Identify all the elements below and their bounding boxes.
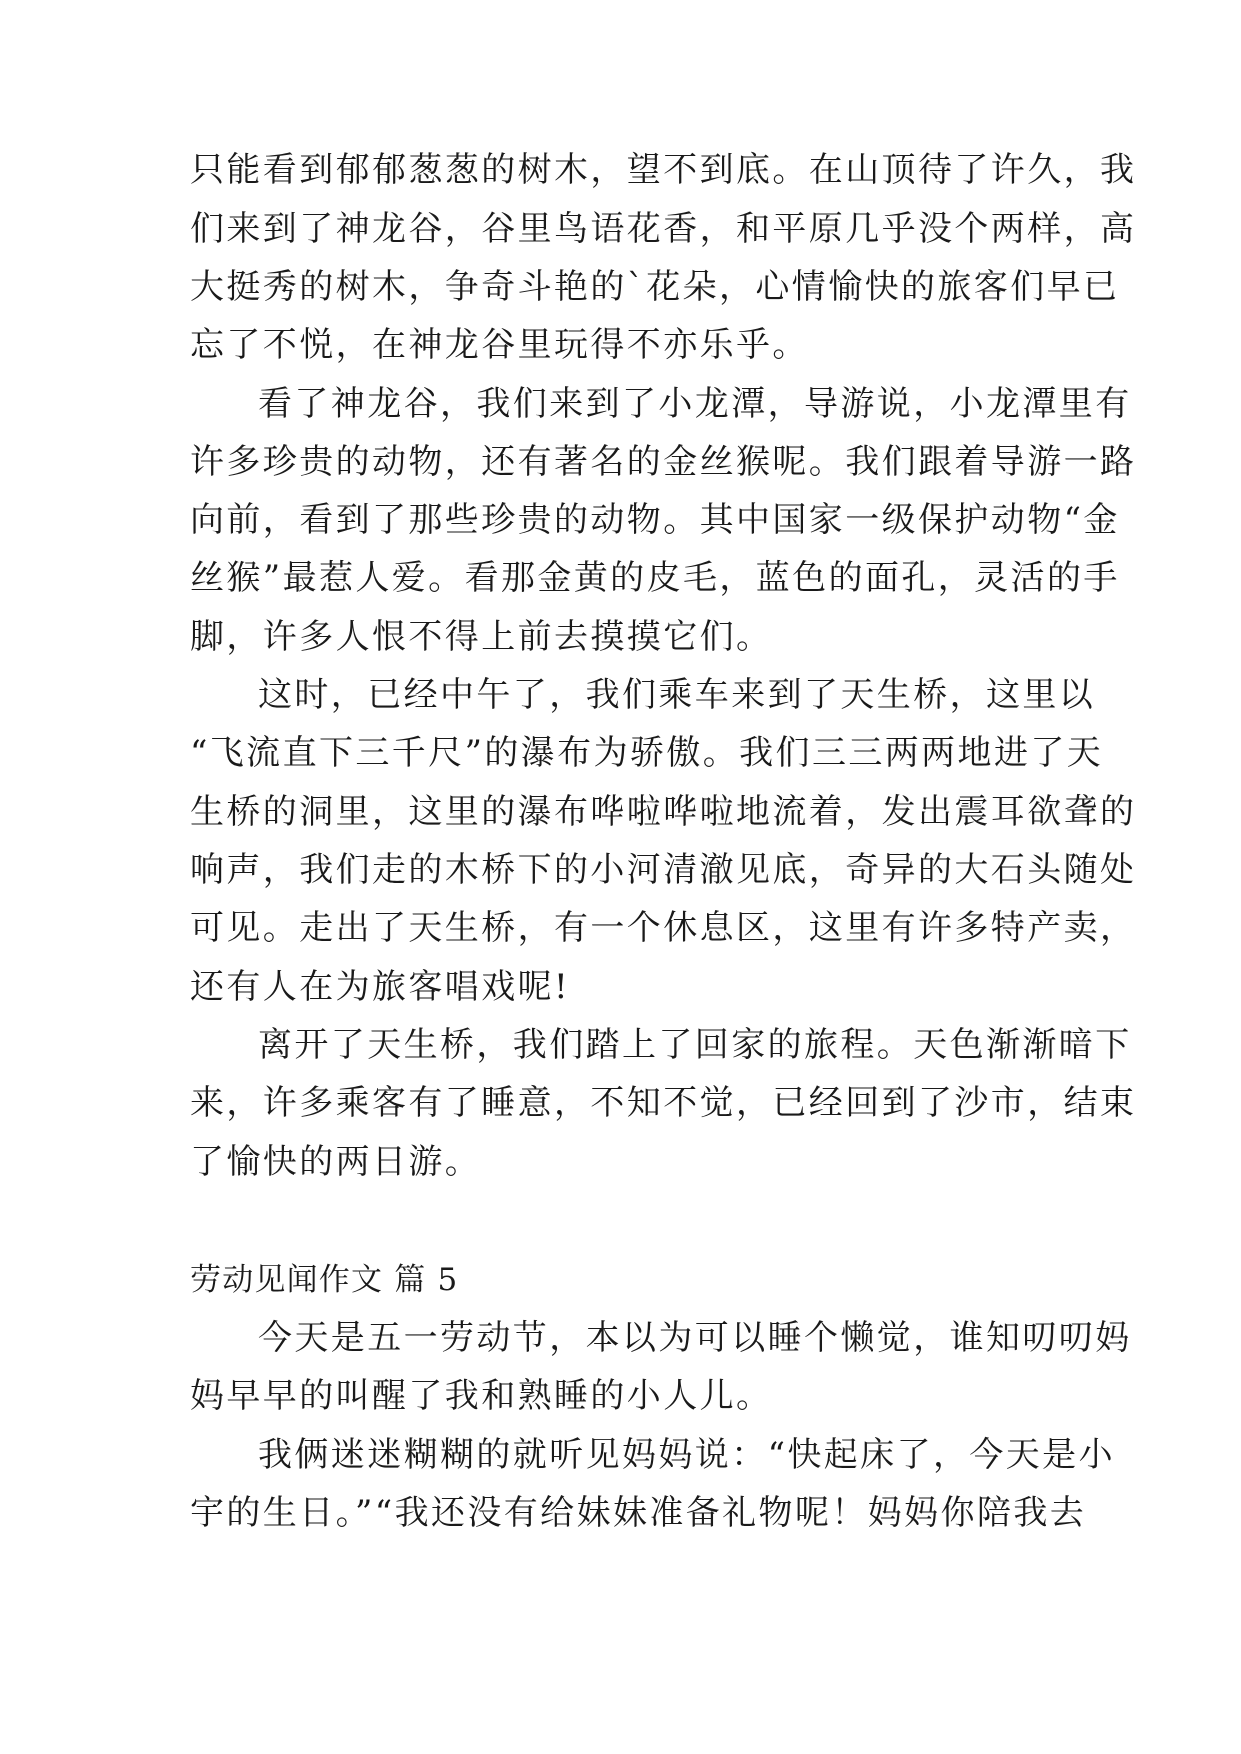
paragraph-line: 许多珍贵的动物，还有著名的金丝猴呢。我们跟着导游一路 xyxy=(190,442,1137,482)
paragraph-line: 丝猴”最惹人爱。看那金黄的皮毛，蓝色的面孔，灵活的手 xyxy=(190,558,1120,598)
paragraph-line: 生桥的洞里，这里的瀑布哗啦哗啦地流着，发出震耳欲聋的 xyxy=(190,792,1137,832)
paragraph-line: 这时，已经中午了，我们乘车来到了天生桥，这里以 xyxy=(258,675,1096,715)
paragraph-line: 还有人在为旅客唱戏呢! xyxy=(190,967,571,1007)
paragraph-line: 妈早早的叫醒了我和熟睡的小人儿。 xyxy=(190,1376,773,1416)
paragraph-line: 只能看到郁郁葱葱的树木，望不到底。在山顶待了许久，我 xyxy=(190,150,1137,190)
paragraph-line: 今天是五一劳动节，本以为可以睡个懒觉，谁知叨叨妈 xyxy=(258,1318,1132,1358)
paragraph-line: “飞流直下三千尺”的瀑布为骄傲。我们三三两两地进了天 xyxy=(190,733,1104,773)
paragraph-line: 们来到了神龙谷，谷里鸟语花香，和平原几乎没个两样，高 xyxy=(190,209,1137,249)
paragraph-line: 向前，看到了那些珍贵的动物。其中国家一级保护动物“金 xyxy=(190,500,1120,540)
paragraph-line: 大挺秀的树木，争奇斗艳的`花朵，心情愉快的旅客们早已 xyxy=(190,267,1120,307)
paragraph-line: 响声，我们走的木桥下的小河清澈见底，奇异的大石头随处 xyxy=(190,850,1137,890)
section-title: 劳动见闻作文 篇 5 xyxy=(190,1262,459,1298)
paragraph-line: 离开了天生桥，我们踏上了回家的旅程。天色渐渐暗下 xyxy=(258,1025,1132,1065)
paragraph-line: 看了神龙谷，我们来到了小龙潭，导游说，小龙潭里有 xyxy=(258,384,1132,424)
paragraph-line: 我俩迷迷糊糊的就听见妈妈说：“快起床了，今天是小 xyxy=(258,1435,1115,1475)
paragraph-line: 忘了不悦，在神龙谷里玩得不亦乐乎。 xyxy=(190,325,809,365)
paragraph-line: 宇的生日。”“我还没有给妹妹准备礼物呢！妈妈你陪我去 xyxy=(190,1493,1087,1533)
paragraph-line: 了愉快的两日游。 xyxy=(190,1142,482,1182)
paragraph-line: 脚，许多人恨不得上前去摸摸它们。 xyxy=(190,617,773,657)
paragraph-line: 来，许多乘客有了睡意，不知不觉，已经回到了沙市，结束 xyxy=(190,1083,1137,1123)
paragraph-line: 可见。走出了天生桥，有一个休息区，这里有许多特产卖， xyxy=(190,908,1137,948)
